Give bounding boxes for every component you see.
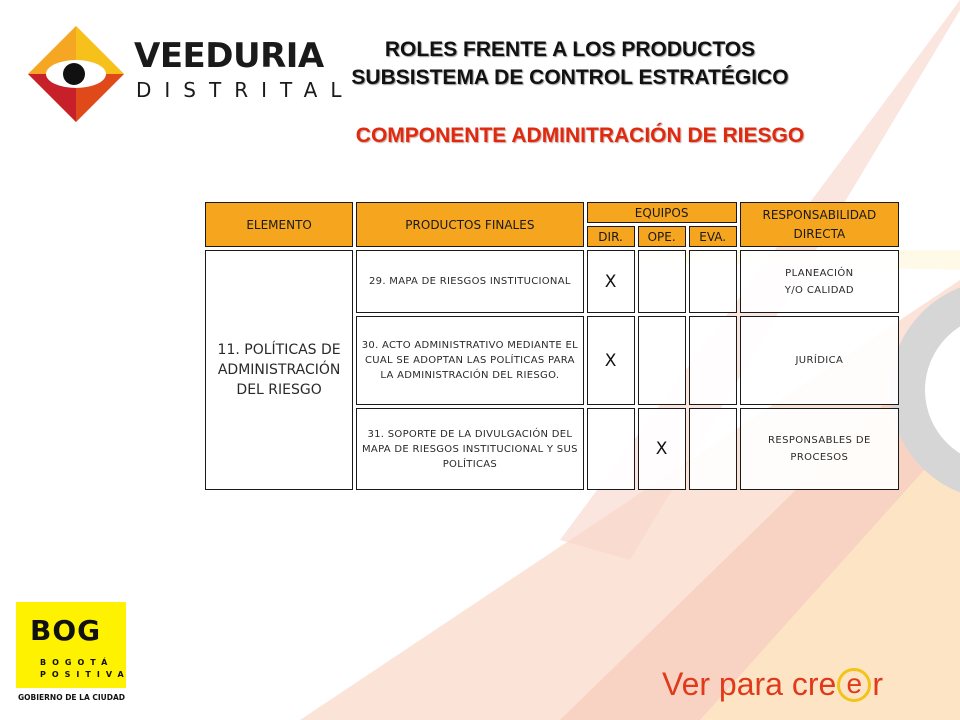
responsible-cell: RESPONSABLES DE PROCESOS xyxy=(740,408,899,490)
bog-logo-line2: POSITIVA xyxy=(40,670,130,679)
product-cell: 30. ACTO ADMINISTRATIVO MEDIANTE EL CUAL SE ADOPTAN LAS POLÍTICAS PARA LA ADMINISTRACIÓN DEL RIESGO. xyxy=(356,316,583,405)
header-eva: EVA. xyxy=(689,226,737,247)
eva-mark xyxy=(689,408,737,490)
ope-mark xyxy=(638,250,686,313)
header-responsabilidad: RESPONSABILIDAD DIRECTA xyxy=(740,202,899,247)
dir-mark xyxy=(587,408,635,490)
dir-mark: X xyxy=(587,250,635,313)
dir-mark: X xyxy=(587,316,635,405)
logo-name: VEEDURIA xyxy=(134,36,324,76)
responsible-cell: PLANEACIÓN Y/O CALIDAD xyxy=(740,250,899,313)
roles-table xyxy=(202,199,902,493)
ope-mark: X xyxy=(638,408,686,490)
bog-logo-line1: BOGOTÁ xyxy=(40,658,114,667)
element-cell: 11. POLÍTICAS DE ADMINISTRACIÓN DEL RIESGO xyxy=(205,250,353,490)
slogan-text-end: r xyxy=(872,666,883,702)
bog-logo-caption: GOBIERNO DE LA CIUDAD xyxy=(18,693,125,702)
page-subtitle: COMPONENTE ADMINITRACIÓN DE RIESGO xyxy=(355,124,805,147)
header-equipos: EQUIPOS xyxy=(587,202,737,223)
bog-logo-text: BOG xyxy=(30,614,102,647)
ope-mark xyxy=(638,316,686,405)
header-productos: PRODUCTOS FINALES xyxy=(356,202,583,247)
product-cell: 31. SOPORTE DE LA DIVULGACIÓN DEL MAPA DE RIESGOS INSTITUCIONAL Y SUS POLÍTICAS xyxy=(356,408,583,490)
eva-mark xyxy=(689,316,737,405)
veeduria-logo-icon xyxy=(24,22,128,126)
slogan-text-start: Ver para cre xyxy=(662,666,837,702)
page-title-line1: ROLES FRENTE A LOS PRODUCTOS xyxy=(384,38,756,61)
page-title-line2: SUBSISTEMA DE CONTROL ESTRATÉGICO xyxy=(351,66,789,89)
header-dir: DIR. xyxy=(587,226,635,247)
eva-mark xyxy=(689,250,737,313)
header-elemento: ELEMENTO xyxy=(205,202,353,247)
slogan-e-ring: e xyxy=(837,668,871,702)
logo-subname: DISTRITAL xyxy=(136,78,355,102)
bogota-positiva-logo xyxy=(16,602,130,706)
bog-logo-box xyxy=(16,602,130,688)
slogan xyxy=(662,666,883,703)
header-ope: OPE. xyxy=(638,226,686,247)
responsible-cell: JURÍDICA xyxy=(740,316,899,405)
product-cell: 29. MAPA DE RIESGOS INSTITUCIONAL xyxy=(356,250,583,313)
table-row xyxy=(205,250,899,313)
